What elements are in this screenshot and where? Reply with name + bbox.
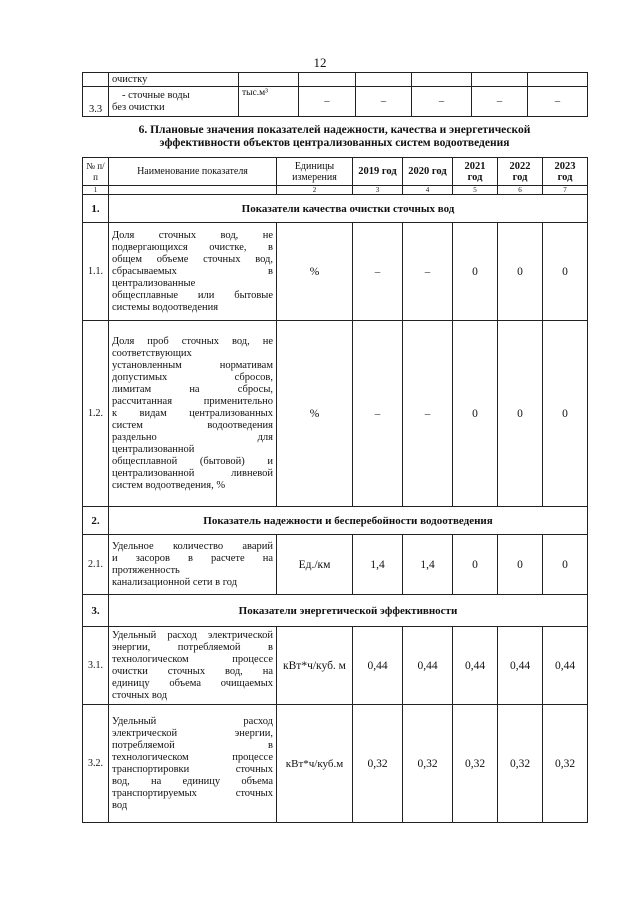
indicator-name bbox=[109, 705, 277, 823]
value-cell: 0 bbox=[543, 321, 588, 507]
indicator-name-line: централизованные bbox=[112, 277, 196, 289]
value-cell: 0 bbox=[543, 535, 588, 595]
indicator-name-line: соответствующих bbox=[112, 347, 192, 359]
indicator-name-line: Удельный расход электрической bbox=[112, 629, 273, 641]
indicator-name-line: энергии, потребляемой в bbox=[112, 641, 273, 653]
indicator-name-line: сточных вод bbox=[112, 689, 168, 701]
row-number: 3.3 bbox=[83, 87, 109, 117]
indicator-name-line: Удельное количество аварий bbox=[112, 540, 273, 552]
value-cell: – bbox=[412, 87, 472, 117]
header-num: № п/п bbox=[83, 158, 109, 186]
section-title: Показатель надежности и бесперебойности водоотведения bbox=[109, 507, 588, 535]
unit-cell: Ед./км bbox=[277, 535, 353, 595]
indicator-name-line: очистки сточных вод, на bbox=[112, 665, 273, 677]
value-cell: 0 bbox=[453, 223, 498, 321]
value-cell: – bbox=[356, 87, 412, 117]
row-number: 2.1. bbox=[83, 535, 109, 595]
column-number: 7 bbox=[543, 186, 588, 195]
column-number: 1 bbox=[83, 186, 109, 195]
indicator-name-line: Удельный расход bbox=[112, 715, 273, 727]
indicator-name bbox=[109, 535, 277, 595]
column-number bbox=[109, 186, 277, 195]
indicator-name-line: системы водоотведения bbox=[112, 301, 219, 313]
unit-cell: кВт*ч/куб.м bbox=[277, 705, 353, 823]
value-cell: 1,4 bbox=[353, 535, 403, 595]
row-number: 3.1. bbox=[83, 627, 109, 705]
value-cell: 1,4 bbox=[403, 535, 453, 595]
value-cell: 0,32 bbox=[353, 705, 403, 823]
value-cell: 0,44 bbox=[453, 627, 498, 705]
table-row bbox=[83, 627, 588, 705]
indicator-name-line: транспортировки сточных bbox=[112, 763, 273, 775]
header-year: 2023 год bbox=[543, 158, 588, 186]
row-number: 1.1. bbox=[83, 223, 109, 321]
column-number: 2 bbox=[277, 186, 353, 195]
section-row bbox=[83, 195, 588, 223]
indicator-name-line: - сточные воды bbox=[122, 89, 190, 101]
indicator-name-line: общесплавной (бытовой) и bbox=[112, 455, 273, 467]
value-cell: 0,44 bbox=[403, 627, 453, 705]
table-row bbox=[83, 705, 588, 823]
table-row bbox=[83, 223, 588, 321]
value-cell: 0,44 bbox=[353, 627, 403, 705]
section-number: 2. bbox=[83, 507, 109, 535]
table-row bbox=[83, 321, 588, 507]
indicator-name-line: централизованной ливневой bbox=[112, 467, 273, 479]
header-year: 2022 год bbox=[498, 158, 543, 186]
indicator-name-line: и засоров в расчете на bbox=[112, 552, 273, 564]
column-number-row bbox=[83, 186, 588, 195]
indicator-name-line: систем водоотведения bbox=[112, 419, 273, 431]
value-cell: 0 bbox=[453, 535, 498, 595]
header-year: 2021 год bbox=[453, 158, 498, 186]
value-cell: – bbox=[528, 87, 588, 117]
table-row bbox=[83, 535, 588, 595]
indicator-name-line: технологическом процессе bbox=[112, 653, 273, 665]
table-row bbox=[83, 73, 588, 87]
value-cell: 0 bbox=[453, 321, 498, 507]
row-number: 3.2. bbox=[83, 705, 109, 823]
value-cell: 0,32 bbox=[453, 705, 498, 823]
indicator-name-line: систем водоотведения, % bbox=[112, 479, 226, 491]
indicator-name-line: лимитам на сбросы, bbox=[112, 383, 273, 395]
page-number: 12 bbox=[313, 55, 327, 70]
value-cell: 0 bbox=[498, 535, 543, 595]
indicator-name-line: рассчитанная применительно bbox=[112, 395, 273, 407]
indicator-name-line: без очистки bbox=[112, 101, 165, 113]
indicator-name-line: вод bbox=[112, 799, 128, 811]
column-number: 5 bbox=[453, 186, 498, 195]
indicator-name-line: электрической энергии, bbox=[112, 727, 273, 739]
value-cell: 0,32 bbox=[543, 705, 588, 823]
indicator-name-line: вод, на единицу объема bbox=[112, 775, 273, 787]
section-title: Показатели качества очистки сточных вод bbox=[109, 195, 588, 223]
unit-cell: % bbox=[277, 321, 353, 507]
column-number: 3 bbox=[353, 186, 403, 195]
continued-table bbox=[82, 72, 588, 117]
value-cell: – bbox=[403, 223, 453, 321]
section-heading-line: эффективности объектов централизованных систем водоотведения bbox=[159, 137, 510, 149]
indicator-name-line: сбрасываемых в bbox=[112, 265, 273, 277]
unit-cell: тыс.м³ bbox=[239, 87, 299, 117]
value-cell: 0,32 bbox=[498, 705, 543, 823]
indicator-name-line: к видам централизованных bbox=[112, 407, 273, 419]
header-year: 2020 год bbox=[403, 158, 453, 186]
indicator-name-line: установленным нормативам bbox=[112, 359, 273, 371]
value-cell: 0,32 bbox=[403, 705, 453, 823]
cell-name-continued: очистку bbox=[109, 73, 239, 87]
indicator-name-line: Доля сточных вод, не bbox=[112, 229, 273, 241]
section-row bbox=[83, 507, 588, 535]
indicator-name-line: централизованной bbox=[112, 443, 195, 455]
section-heading-line: 6. Плановые значения показателей надежности, качества и энергетической bbox=[138, 124, 531, 136]
value-cell: – bbox=[353, 223, 403, 321]
header-name: Наименование показателя bbox=[109, 158, 277, 186]
indicator-name-line: Доля проб сточных вод, не bbox=[112, 335, 273, 347]
value-cell: – bbox=[353, 321, 403, 507]
indicator-name-line: единицу объема очищаемых bbox=[112, 677, 273, 689]
value-cell: – bbox=[403, 321, 453, 507]
indicator-name-line: транспортируемых сточных bbox=[112, 787, 273, 799]
indicator-name-line: потребляемой в bbox=[112, 739, 273, 751]
indicator-name-line: протяженность bbox=[112, 564, 180, 576]
indicator-name-line: допустимых сбросов, bbox=[112, 371, 273, 383]
indicator-name-line: общесплавные или бытовые bbox=[112, 289, 273, 301]
header-year: 2019 год bbox=[353, 158, 403, 186]
section-title: Показатели энергетической эффективности bbox=[109, 595, 588, 627]
unit-cell: % bbox=[277, 223, 353, 321]
indicator-name bbox=[109, 87, 239, 117]
value-cell: 0,44 bbox=[543, 627, 588, 705]
indicator-name-line: раздельно для bbox=[112, 431, 273, 443]
indicator-name bbox=[109, 223, 277, 321]
row-number: 1.2. bbox=[83, 321, 109, 507]
unit-cell: кВт*ч/куб. м bbox=[277, 627, 353, 705]
section-number: 3. bbox=[83, 595, 109, 627]
section-row bbox=[83, 595, 588, 627]
column-number: 4 bbox=[403, 186, 453, 195]
indicators-table bbox=[82, 157, 588, 823]
indicator-name-line: общем объеме сточных вод, bbox=[112, 253, 273, 265]
value-cell: 0 bbox=[498, 321, 543, 507]
value-cell: 0 bbox=[543, 223, 588, 321]
indicator-name-line: технологическом процессе bbox=[112, 751, 273, 763]
indicator-name-line: подвергающихся очистке, в bbox=[112, 241, 273, 253]
table-header-row bbox=[83, 158, 588, 186]
header-unit: Единицы измерения bbox=[277, 158, 353, 186]
indicator-name bbox=[109, 627, 277, 705]
value-cell: 0,44 bbox=[498, 627, 543, 705]
indicator-name-line: канализационной сети в год bbox=[112, 576, 238, 588]
value-cell: – bbox=[299, 87, 356, 117]
table-row bbox=[83, 87, 588, 117]
value-cell: – bbox=[472, 87, 528, 117]
section-heading bbox=[82, 124, 587, 150]
column-number: 6 bbox=[498, 186, 543, 195]
value-cell: 0 bbox=[498, 223, 543, 321]
indicator-name bbox=[109, 321, 277, 507]
section-number: 1. bbox=[83, 195, 109, 223]
